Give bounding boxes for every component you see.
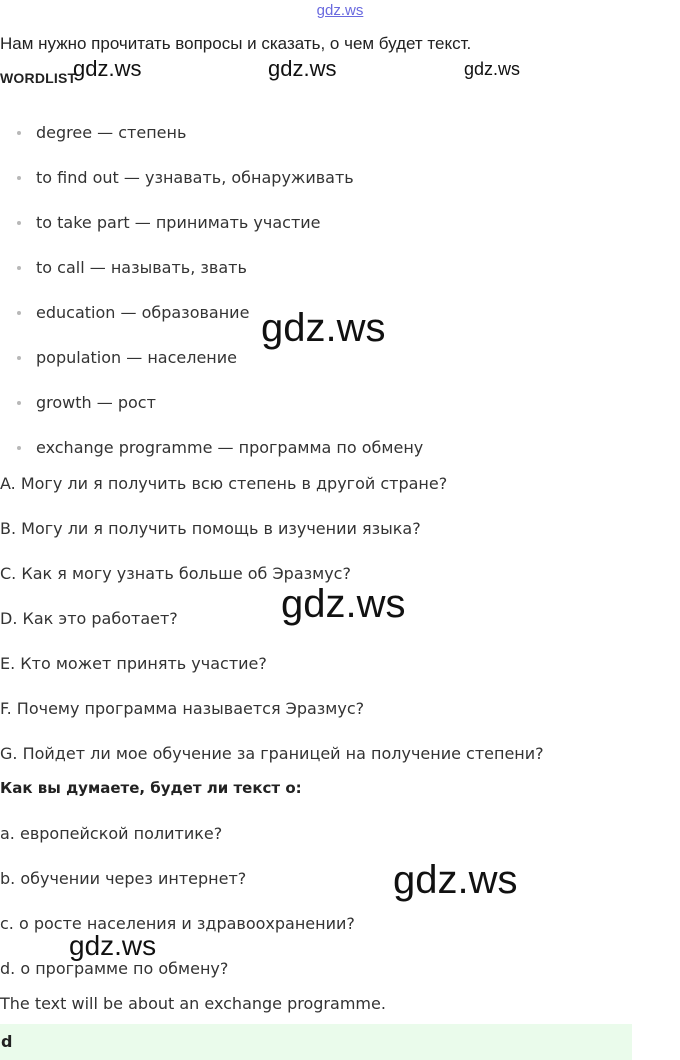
bullet-icon [17, 311, 21, 315]
wordlist-item-text: growth — рост [36, 393, 156, 412]
bullet-icon [17, 446, 21, 450]
watermark: gdz.ws [69, 930, 157, 961]
wordlist-item-text: to call — называть, звать [36, 258, 247, 277]
watermark: gdz.ws [464, 59, 521, 79]
wordlist-item-text: to take part — принимать участие [36, 213, 321, 232]
wordlist-heading: WORDLIST [0, 70, 77, 86]
option-item: d. о программе по обмену? [0, 959, 229, 978]
wordlist-item-text: exchange programme — программа по обмену [36, 438, 424, 457]
question-list [0, 472, 544, 787]
answer-sentence: The text will be about an exchange programme. [0, 994, 386, 1013]
bullet-icon [17, 266, 21, 270]
wordlist-item [0, 121, 423, 166]
question-item: F. Почему программа называется Эразмус? [0, 699, 365, 718]
answer-box [0, 1024, 632, 1060]
site-link[interactable]: gdz.ws [316, 2, 364, 19]
wordlist [0, 121, 423, 481]
bullet-icon [17, 176, 21, 180]
question-item: A. Могу ли я получить всю степень в другой стране? [0, 474, 448, 493]
wordlist-item-text: education — образование [36, 303, 250, 322]
wordlist-item [0, 256, 423, 301]
prompt-heading: Как вы думаете, будет ли текст о: [0, 779, 302, 797]
question-item: D. Как это работает? [0, 609, 178, 628]
bullet-icon [17, 221, 21, 225]
watermark: gdz.ws [268, 56, 337, 81]
question-item: C. Как я могу узнать больше об Эразмус? [0, 564, 351, 583]
wordlist-item [0, 166, 423, 211]
question-item: B. Могу ли я получить помощь в изучении языка? [0, 519, 421, 538]
watermark: gdz.ws [261, 306, 386, 350]
question-item: G. Пойдет ли мое обучение за границей на получение степени? [0, 744, 544, 763]
watermark: gdz.ws [393, 858, 518, 902]
bullet-icon [17, 401, 21, 405]
option-list [0, 822, 355, 1002]
wordlist-item-text: degree — степень [36, 123, 187, 142]
bullet-icon [17, 131, 21, 135]
watermark: gdz.ws [73, 56, 142, 81]
wordlist-item [0, 346, 423, 391]
bullet-icon [17, 356, 21, 360]
option-item: b. обучении через интернет? [0, 869, 247, 888]
wordlist-item [0, 211, 423, 256]
answer-letter: d [1, 1032, 13, 1051]
wordlist-item-text: to find out — узнавать, обнаруживать [36, 168, 354, 187]
question-item: E. Кто может принять участие? [0, 654, 267, 673]
intro-text: Нам нужно прочитать вопросы и сказать, о чем будет текст. [0, 34, 472, 53]
watermark: gdz.ws [281, 582, 406, 626]
wordlist-item [0, 391, 423, 436]
option-item: c. о росте населения и здравоохранении? [0, 914, 355, 933]
wordlist-item-text: population — население [36, 348, 237, 367]
wordlist-item [0, 301, 423, 346]
option-item: a. европейской политике? [0, 824, 223, 843]
